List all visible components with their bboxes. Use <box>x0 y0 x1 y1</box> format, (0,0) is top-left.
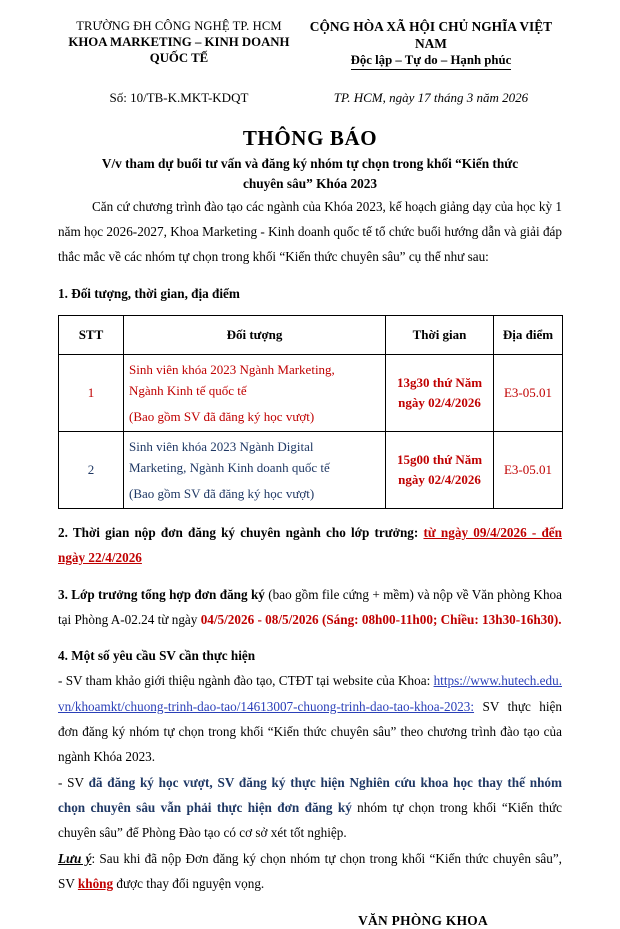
section-2-label: 2. Thời gian nộp đơn đăng ký chuyên ngành cho lớp trưởng: <box>58 524 424 540</box>
bullet-2-emphasis: đã đăng ký học vượt, SV đăng ký thực hiện Nghiên cứu khoa học thay thế nhóm chọn chuyên sâu vẫn phải thực hiện đơn đăng ký <box>58 774 563 816</box>
letterhead-left <box>58 18 300 67</box>
row-2-stt: 2 <box>59 431 124 508</box>
document-number: Số: 10/TB-K.MKT-KDQT <box>109 89 249 105</box>
row-2-subject-line-1: Sinh viên khóa 2023 Ngành Digital <box>129 438 314 454</box>
reference-line <box>58 90 562 106</box>
faculty-name: KHOA MARKETING – KINH DOANH QUỐC TẾ <box>68 35 290 66</box>
row-2-subject <box>124 431 386 508</box>
row-1-subject-line-2: Ngành Kinh tế quốc tế <box>129 382 247 398</box>
row-2-subject-note: (Bao gồm SV đã đăng ký học vượt) <box>129 485 315 501</box>
col-header-subject: Đối tượng <box>124 315 386 354</box>
note-emphasis: không <box>77 876 114 892</box>
row-2-time-line-2: ngày 02/4/2026 <box>398 471 481 487</box>
table-row <box>59 354 563 431</box>
letterhead <box>58 18 562 70</box>
col-header-stt: STT <box>59 315 124 354</box>
university-name: TRƯỜNG ĐH CÔNG NGHỆ TP. HCM <box>76 19 282 33</box>
letterhead-right <box>300 18 562 70</box>
row-2-subject-line-2: Marketing, Ngành Kinh doanh quốc tế <box>129 459 330 475</box>
note-intro: : Sau khi đã nộp Đơn đăng ký chọn nhóm tự chọn trong khối “Kiến thức chuyên sâu”, SV <box>58 850 562 892</box>
national-motto: Độc lập – Tự do – Hạnh phúc <box>351 52 512 69</box>
section-4-bullet-1 <box>58 668 562 769</box>
section-3-paragraph <box>58 582 562 633</box>
section-3-dates: 04/5/2026 - 08/5/2026 (Sáng: 08h00-11h00; Chiều: 13h30-16h30). <box>200 611 562 627</box>
national-heading: CỘNG HÒA XÃ HỘI CHỦ NGHĨA VIỆT NAM <box>309 19 553 52</box>
row-1-stt: 1 <box>59 354 124 431</box>
bullet-1-tail: SV thực hiện đơn đăng ký nhóm tự chọn trong khối “Kiến thức chuyên sâu” theo chương trình đào tạo của ngành Khóa 2023. <box>58 698 562 765</box>
note-tail: được thay đổi nguyện vọng. <box>113 876 265 892</box>
schedule-table <box>58 315 563 509</box>
title-block <box>58 126 562 194</box>
row-1-time <box>386 354 494 431</box>
section-4-bullet-2 <box>58 770 562 846</box>
table-row <box>59 431 563 508</box>
row-1-time-line-1: 13g30 thứ Năm <box>396 375 483 391</box>
curriculum-link[interactable]: https://www.hutech.edu.vn/khoamkt/chuong-trinh-dao-tao/14613007-chuong-trinh-dao-tao-khoa-2023: <box>58 673 562 714</box>
row-2-time-line-1: 15g00 thứ Năm <box>396 452 483 468</box>
page-title: THÔNG BÁO <box>242 125 378 150</box>
bullet-1-intro: - SV tham khảo giới thiệu ngành đào tạo, CTĐT tại website của Khoa: <box>58 673 434 689</box>
section-3-middle: (bao gồm file cứng + mềm) và nộp về Văn phòng Khoa tại Phòng A-02.24 từ ngày <box>58 586 562 627</box>
row-1-subject-note: (Bao gồm SV đã đăng ký học vượt) <box>129 408 315 424</box>
note-paragraph <box>58 846 562 897</box>
place-and-date: TP. HCM, ngày 17 tháng 3 năm 2026 <box>333 89 529 105</box>
bullet-2-tail: nhóm tự chọn trong khối “Kiến thức chuyên sâu” để Phòng Đào tạo có cơ sở xét tốt nghiệp. <box>58 800 562 841</box>
section-2-paragraph <box>58 520 562 571</box>
row-2-time <box>386 431 494 508</box>
section-2-deadline: từ ngày 09/4/2026 - đến ngày 22/4/2026 <box>58 524 562 566</box>
bullet-2-intro: - SV <box>58 774 89 790</box>
row-1-time-line-2: ngày 02/4/2026 <box>398 394 481 410</box>
row-1-place: E3-05.01 <box>494 354 563 431</box>
row-1-subject-line-1: Sinh viên khóa 2023 Ngành Marketing, <box>129 361 335 377</box>
row-2-place: E3-05.01 <box>494 431 563 508</box>
col-header-place: Địa điểm <box>494 315 563 354</box>
section-4-heading: 4. Một số yêu cầu SV cần thực hiện <box>58 648 256 664</box>
col-header-time: Thời gian <box>386 315 494 354</box>
row-1-subject <box>124 354 386 431</box>
intro-paragraph: Căn cứ chương trình đào tạo các ngành của Khóa 2023, kế hoạch giảng dạy của học kỳ 1 năm học 2026-2027, Khoa Marketing - Kinh doanh quốc tế tổ chức buổi hướng dẫn và giải đáp thắc mắc về các nhóm tự chọn trong khối “Kiến thức chuyên sâu” cụ thể như sau: <box>58 198 562 265</box>
document-subtitle: V/v tham dự buổi tư vấn và đăng ký nhóm tự chọn trong khối “Kiến thức chuyên sâu” Khóa 2023 <box>101 155 519 191</box>
table-header-row <box>59 315 563 354</box>
signature-block: VĂN PHÒNG KHOA <box>358 912 488 928</box>
section-1-heading: 1. Đối tượng, thời gian, địa điểm <box>58 285 240 301</box>
note-label: Lưu ý <box>58 850 92 866</box>
section-3-lead: 3. Lớp trưởng tổng hợp đơn đăng ký <box>58 586 265 602</box>
